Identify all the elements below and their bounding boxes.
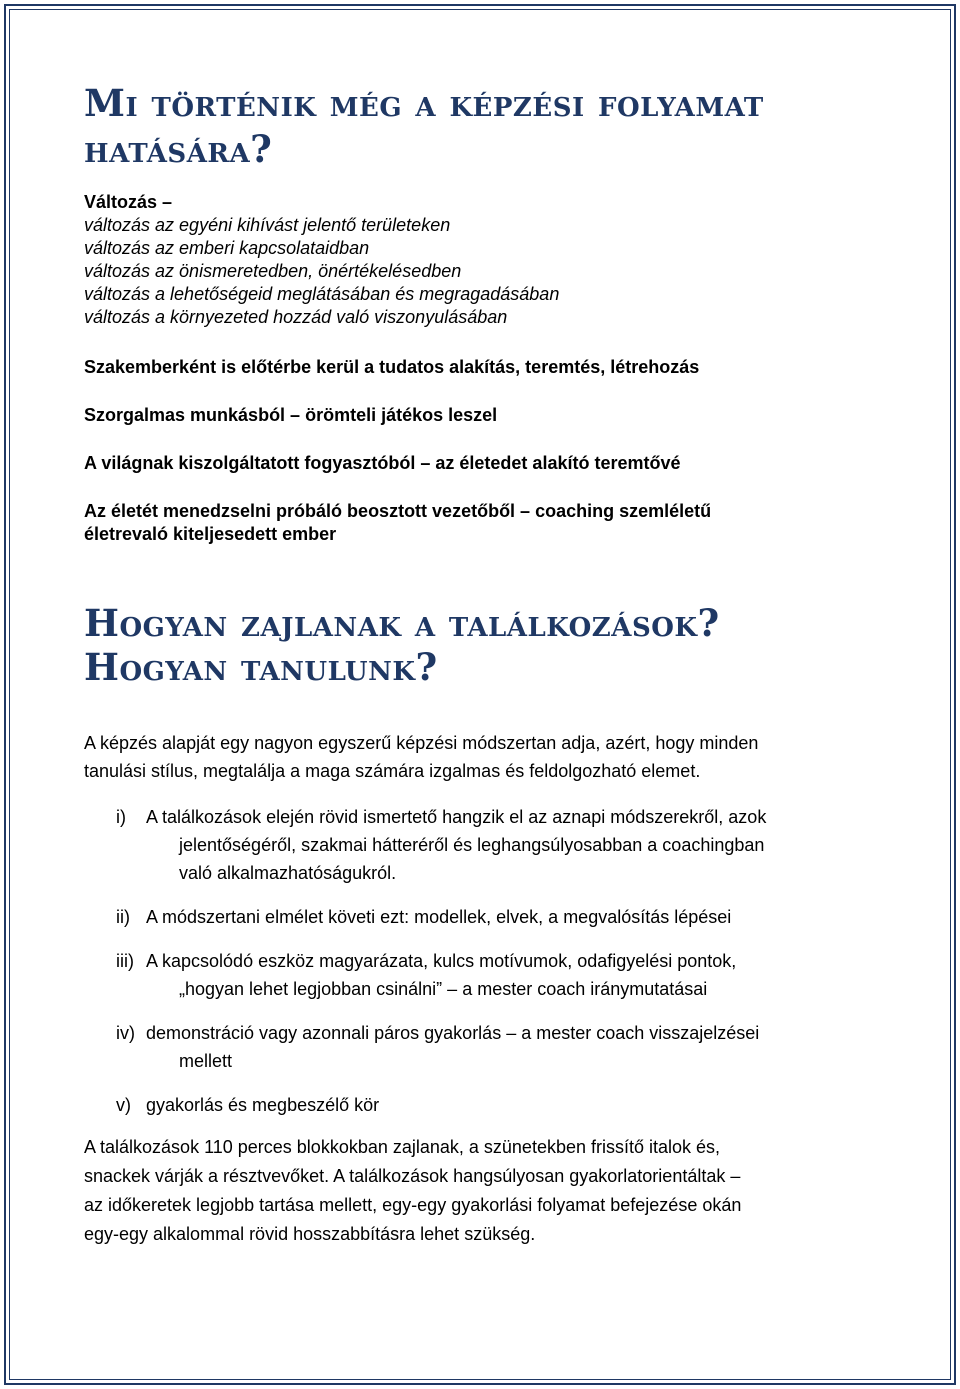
list-item-number: i) xyxy=(116,807,126,827)
closing-line: egy-egy alkalommal rövid hosszabbításra lehet szükség. xyxy=(84,1224,536,1244)
change-item: változás az emberi kapcsolataidban xyxy=(84,238,370,258)
list-item-number: iv) xyxy=(116,1023,135,1043)
bold-statement xyxy=(84,500,884,546)
heading-meetings xyxy=(84,601,884,689)
list-item-line: A kapcsolódó eszköz magyarázata, kulcs motívumok, odafigyelési pontok, xyxy=(146,951,737,971)
change-item: változás a lehetőségeid meglátásában és megragadásában xyxy=(84,284,560,304)
change-item: változás az önismeretedben, önértékelésedben xyxy=(84,261,462,281)
list-item-line: való alkalmazhatóságukról. xyxy=(179,863,397,883)
change-item: változás az egyéni kihívást jelentő területeken xyxy=(84,215,451,235)
heading-meetings-line2: Hogyan tanulunk? xyxy=(84,645,438,689)
list-item-body xyxy=(146,903,731,931)
bold-statement: A világnak kiszolgáltatott fogyasztóból – az életedet alakító teremtővé xyxy=(84,453,681,473)
heading-effects-line2: hatására? xyxy=(84,127,273,171)
list-item xyxy=(84,903,884,931)
intro-paragraph xyxy=(84,729,884,785)
list-item-number: ii) xyxy=(116,907,130,927)
list-item-number: iii) xyxy=(116,951,134,971)
list-item-body xyxy=(146,947,736,1003)
list-item-body xyxy=(146,1091,379,1119)
list-item xyxy=(84,1019,884,1075)
list-item-line: gyakorlás és megbeszélő kör xyxy=(146,1095,380,1115)
list-item-line: mellett xyxy=(179,1051,233,1071)
bold-statement: Szakemberként is előtérbe kerül a tudatos alakítás, teremtés, létrehozás xyxy=(84,357,700,377)
heading-meetings-line1: Hogyan zajlanak a találkozások? xyxy=(84,601,720,645)
list-item-line: demonstráció vagy azonnali páros gyakorlás – a mester coach visszajelzései xyxy=(146,1023,760,1043)
bold-statement: Szorgalmas munkásból – örömteli játékos leszel xyxy=(84,405,498,425)
page-content xyxy=(84,80,884,1249)
closing-paragraph xyxy=(84,1133,884,1249)
closing-line: snackek várják a résztvevőket. A találkozások hangsúlyosan gyakorlatorientáltak – xyxy=(84,1166,741,1186)
change-list xyxy=(84,190,884,329)
intro-line: A képzés alapját egy nagyon egyszerű képzési módszertan adja, azért, hogy minden xyxy=(84,733,759,753)
list-item-body xyxy=(146,1019,759,1075)
change-title: Változás – xyxy=(84,192,173,212)
list-item-line: A találkozások elején rövid ismertető hangzik el az aznapi módszerekről, azok xyxy=(146,807,767,827)
intro-line: tanulási stílus, megtalálja a maga számára izgalmas és feldolgozható elemet. xyxy=(84,761,701,781)
method-steps-list xyxy=(84,803,884,1119)
change-item: változás a környezeted hozzád való viszonyulásában xyxy=(84,307,508,327)
heading-effects xyxy=(84,80,884,172)
list-item-line: jelentőségéről, szakmai hátteréről és leghangsúlyosabban a coachingban xyxy=(179,835,765,855)
heading-effects-line1: Mi történik még a képzési folyamat xyxy=(84,81,764,125)
list-item-line: „hogyan lehet legjobban csinálni” – a mester coach iránymutatásai xyxy=(179,979,708,999)
list-item-line: A módszertani elmélet követi ezt: modellek, elvek, a megvalósítás lépései xyxy=(146,907,732,927)
list-item xyxy=(84,947,884,1003)
closing-line: A találkozások 110 perces blokkokban zajlanak, a szünetekben frissítő italok és, xyxy=(84,1137,721,1157)
list-item xyxy=(84,803,884,887)
list-item xyxy=(84,1091,884,1119)
list-item-body xyxy=(146,803,766,887)
closing-line: az időkeretek legjobb tartása mellett, egy-egy gyakorlási folyamat befejezése okán xyxy=(84,1195,742,1215)
bold-statement-line: Az életét menedzselni próbáló beosztott vezetőből – coaching szemléletű xyxy=(84,501,712,521)
list-item-number: v) xyxy=(116,1095,131,1115)
bold-statement-line: életrevaló kiteljesedett ember xyxy=(84,524,337,544)
